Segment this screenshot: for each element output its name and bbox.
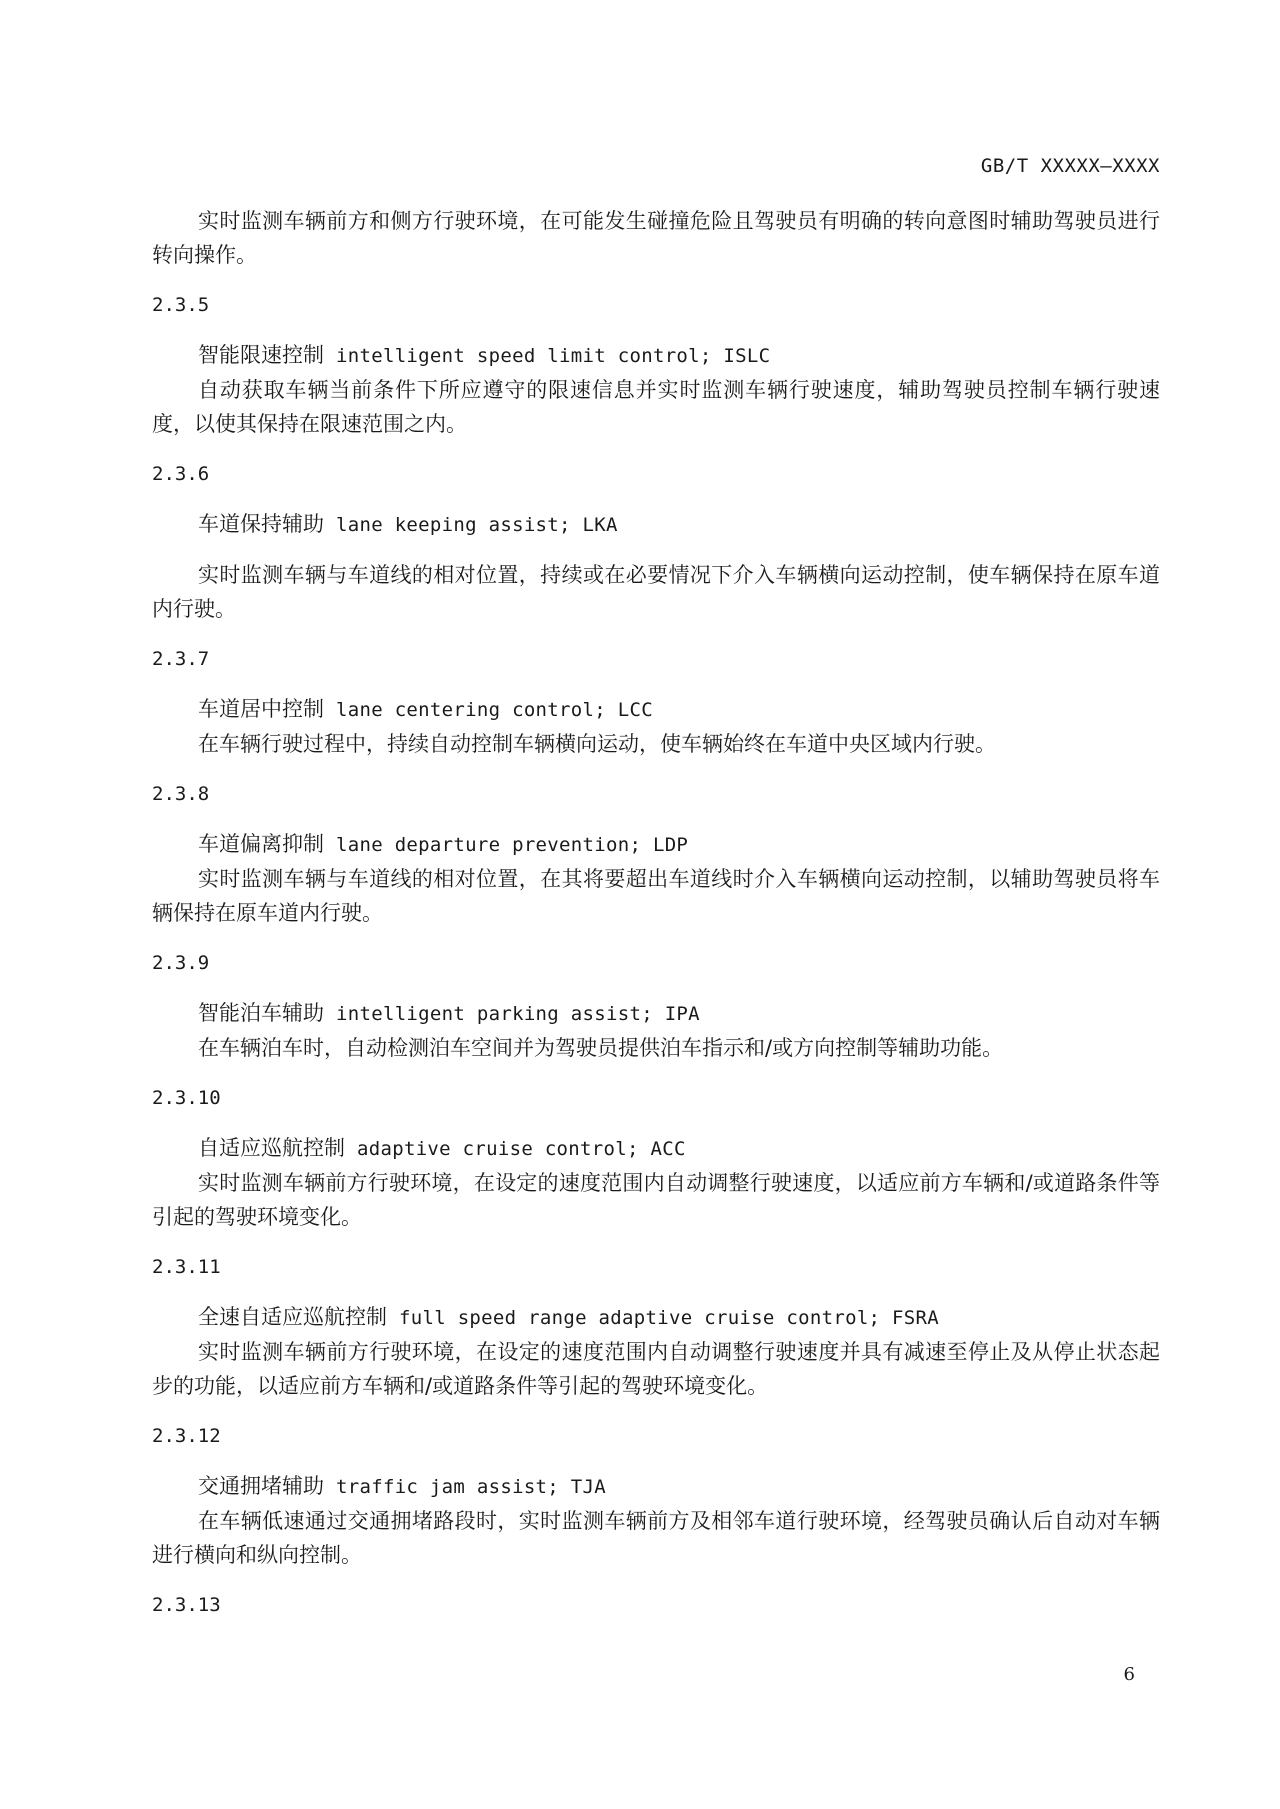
document-body [152, 204, 1160, 1638]
clause-block [152, 457, 1160, 626]
clause-term [152, 692, 1160, 727]
spacer [152, 542, 1160, 558]
clause-block [152, 1081, 1160, 1234]
clause-number: 2.3.10 [152, 1087, 221, 1109]
term-chinese: 车道居中控制 [198, 697, 324, 721]
clause-number: 2.3.8 [152, 783, 210, 805]
clause-number: 2.3.11 [152, 1256, 221, 1278]
clause-number: 2.3.9 [152, 952, 210, 974]
page-number: 6 [1123, 1664, 1135, 1685]
clause-block [152, 1419, 1160, 1572]
clause-definition: 实时监测车辆前方行驶环境，在设定的速度范围内自动调整行驶速度，以适应前方车辆和/或道路条件等引起的驾驶环境变化。 [152, 1171, 1160, 1229]
clause-term [152, 827, 1160, 862]
clause-definition: 实时监测车辆前方行驶环境，在设定的速度范围内自动调整行驶速度并具有减速至停止及从停止状态起步的功能，以适应前方车辆和/或道路条件等引起的驾驶环境变化。 [152, 1340, 1160, 1398]
clause-block [152, 1250, 1160, 1403]
clause-number: 2.3.7 [152, 648, 210, 670]
clause-term [152, 996, 1160, 1031]
intro-paragraph: 实时监测车辆前方和侧方行驶环境，在可能发生碰撞危险且驾驶员有明确的转向意图时辅助驾驶员进行转向操作。 [152, 209, 1160, 267]
term-english: full speed range adaptive cruise control; FSRA [399, 1307, 939, 1329]
clause-definition: 在车辆低速通过交通拥堵路段时，实时监测车辆前方及相邻车道行驶环境，经驾驶员确认后自动对车辆进行横向和纵向控制。 [152, 1509, 1160, 1567]
term-english: intelligent parking assist; IPA [336, 1003, 700, 1025]
clause-number: 2.3.5 [152, 294, 210, 316]
clause-definition: 在车辆行驶过程中，持续自动控制车辆横向运动，使车辆始终在车道中央区域内行驶。 [198, 732, 996, 756]
term-chinese: 自适应巡航控制 [198, 1136, 345, 1160]
term-chinese: 交通拥堵辅助 [198, 1474, 324, 1498]
term-chinese: 智能限速控制 [198, 343, 324, 367]
term-english: traffic jam assist; TJA [336, 1476, 606, 1498]
term-english: adaptive cruise control; ACC [357, 1138, 686, 1160]
clause-definition: 实时监测车辆与车道线的相对位置，持续或在必要情况下介入车辆横向运动控制，使车辆保持在原车道内行驶。 [152, 563, 1160, 621]
clause-term [152, 1469, 1160, 1504]
clause-term [152, 507, 1160, 542]
term-english: intelligent speed limit control; ISLC [336, 345, 771, 367]
term-chinese: 车道偏离抑制 [198, 832, 324, 856]
clause-term [152, 1300, 1160, 1335]
clause-term [152, 1131, 1160, 1166]
clause-number: 2.3.6 [152, 463, 210, 485]
trailing-clause-number: 2.3.13 [152, 1594, 221, 1616]
clause-list [152, 288, 1160, 1572]
term-english: lane departure prevention; LDP [336, 834, 689, 856]
term-english: lane centering control; LCC [336, 699, 653, 721]
clause-block [152, 777, 1160, 930]
clause-term [152, 338, 1160, 373]
clause-definition: 实时监测车辆与车道线的相对位置，在其将要超出车道线时介入车辆横向运动控制，以辅助驾驶员将车辆保持在原车道内行驶。 [152, 867, 1160, 925]
clause-block [152, 946, 1160, 1065]
clause-number: 2.3.12 [152, 1425, 221, 1447]
term-chinese: 智能泊车辅助 [198, 1001, 324, 1025]
clause-definition: 在车辆泊车时，自动检测泊车空间并为驾驶员提供泊车指示和/或方向控制等辅助功能。 [198, 1036, 1004, 1060]
clause-definition: 自动获取车辆当前条件下所应遵守的限速信息并实时监测车辆行驶速度，辅助驾驶员控制车辆行驶速度，以使其保持在限速范围之内。 [152, 378, 1160, 436]
standard-code-header: GB/T XXXXX—XXXX [980, 155, 1160, 177]
term-chinese: 车道保持辅助 [198, 512, 324, 536]
term-chinese: 全速自适应巡航控制 [198, 1305, 387, 1329]
clause-block [152, 288, 1160, 441]
term-english: lane keeping assist; LKA [336, 514, 618, 536]
clause-block [152, 642, 1160, 761]
